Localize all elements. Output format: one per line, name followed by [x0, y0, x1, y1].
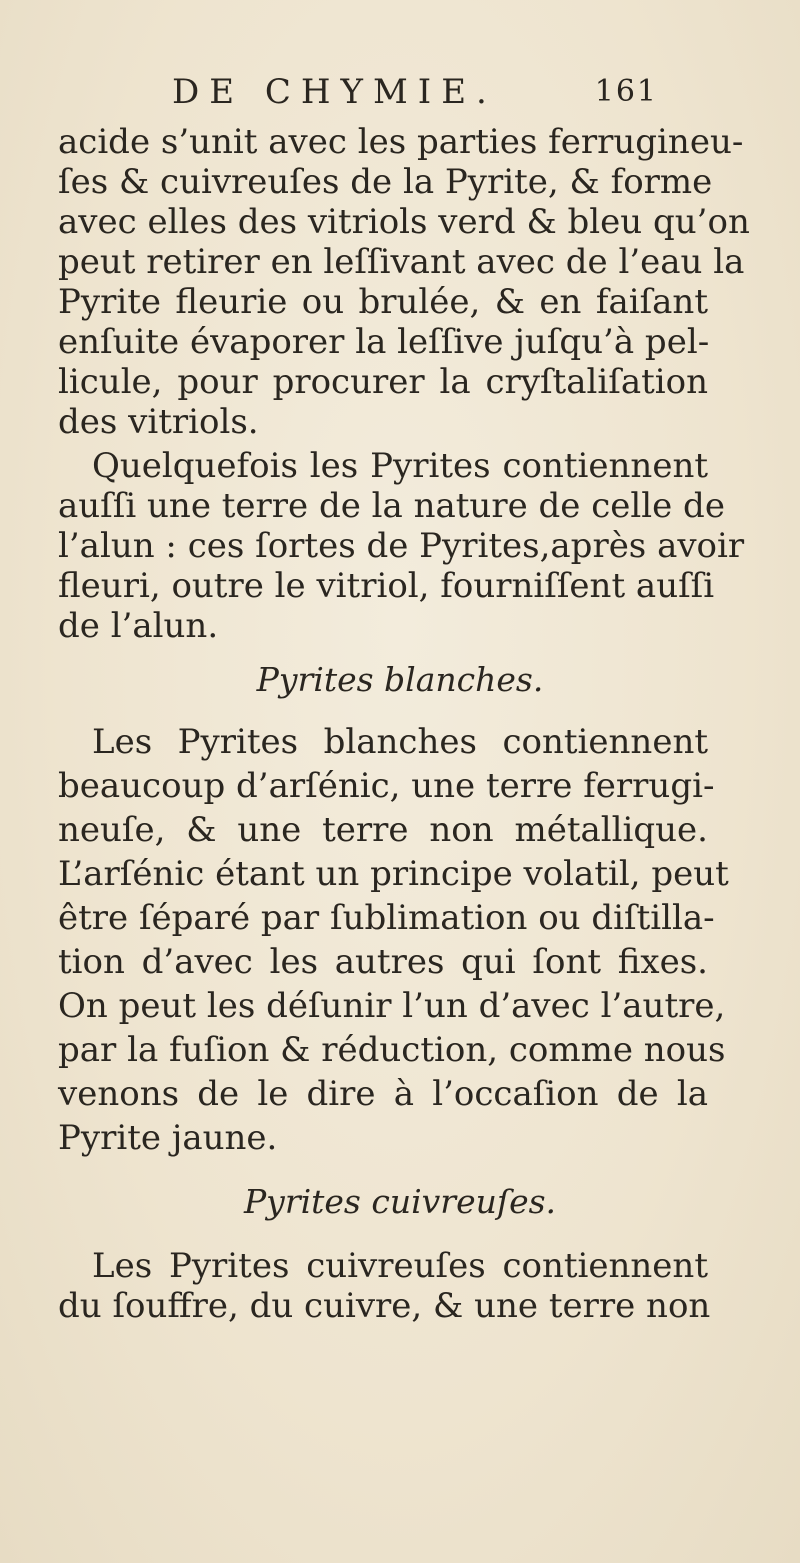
text-line: enſuite évaporer la leſſive juſqu’à pel- — [58, 322, 710, 362]
section-heading: Pyrites blanches. — [256, 660, 544, 699]
text-line: Pyrite jaune. — [58, 1118, 278, 1158]
text-line: l’alun : ces ſortes de Pyrites,après avoir — [58, 526, 745, 566]
text-line: par la fuſion & réduction, comme nous — [58, 1030, 726, 1070]
text-line: Les Pyrites blanches contiennent — [92, 722, 708, 762]
page-number: 161 — [594, 74, 658, 109]
text-line: du ſouffre, du cuivre, & une terre non — [58, 1286, 711, 1326]
text-line: de l’alun. — [58, 606, 219, 646]
text-line: auſſi une terre de la nature de celle de — [58, 486, 725, 526]
text-line: être ſéparé par ſublimation ou diſtilla- — [58, 898, 715, 938]
text-line: neuſe, & une terre non métallique. — [58, 810, 708, 850]
section-heading: Pyrites cuivreuſes. — [243, 1182, 557, 1221]
text-line: acide s’unit avec les parties ferrugineu- — [58, 122, 744, 162]
text-line: Pyrite fleurie ou brulée, & en faiſant — [58, 282, 708, 322]
text-line: fleuri, outre le vitriol, fourniſſent auſſi — [58, 566, 715, 606]
text-line: peut retirer en leſſivant avec de l’eau la — [58, 242, 745, 282]
text-line: avec elles des vitriols verd & bleu qu’on — [58, 202, 750, 242]
text-line: licule, pour procurer la cryſtaliſation — [58, 362, 708, 402]
text-line: L’arſénic étant un principe volatil, peut — [58, 854, 729, 894]
text-line: On peut les déſunir l’un d’avec l’autre, — [58, 986, 726, 1026]
text-line: Quelquefois les Pyrites contiennent — [92, 446, 708, 486]
text-line: ſes & cuivreuſes de la Pyrite, & forme — [58, 162, 713, 202]
text-line: beaucoup d’arſénic, une terre ferrugi- — [58, 766, 715, 806]
text-line: venons de le dire à l’occaſion de la — [58, 1074, 708, 1114]
running-header — [172, 72, 658, 112]
running-title: DE CHYMIE. — [172, 72, 497, 112]
text-line: Les Pyrites cuivreuſes contiennent — [92, 1246, 708, 1286]
text-line: des vitriols. — [58, 402, 259, 442]
text-line: tion d’avec les autres qui ſont fixes. — [58, 942, 708, 982]
